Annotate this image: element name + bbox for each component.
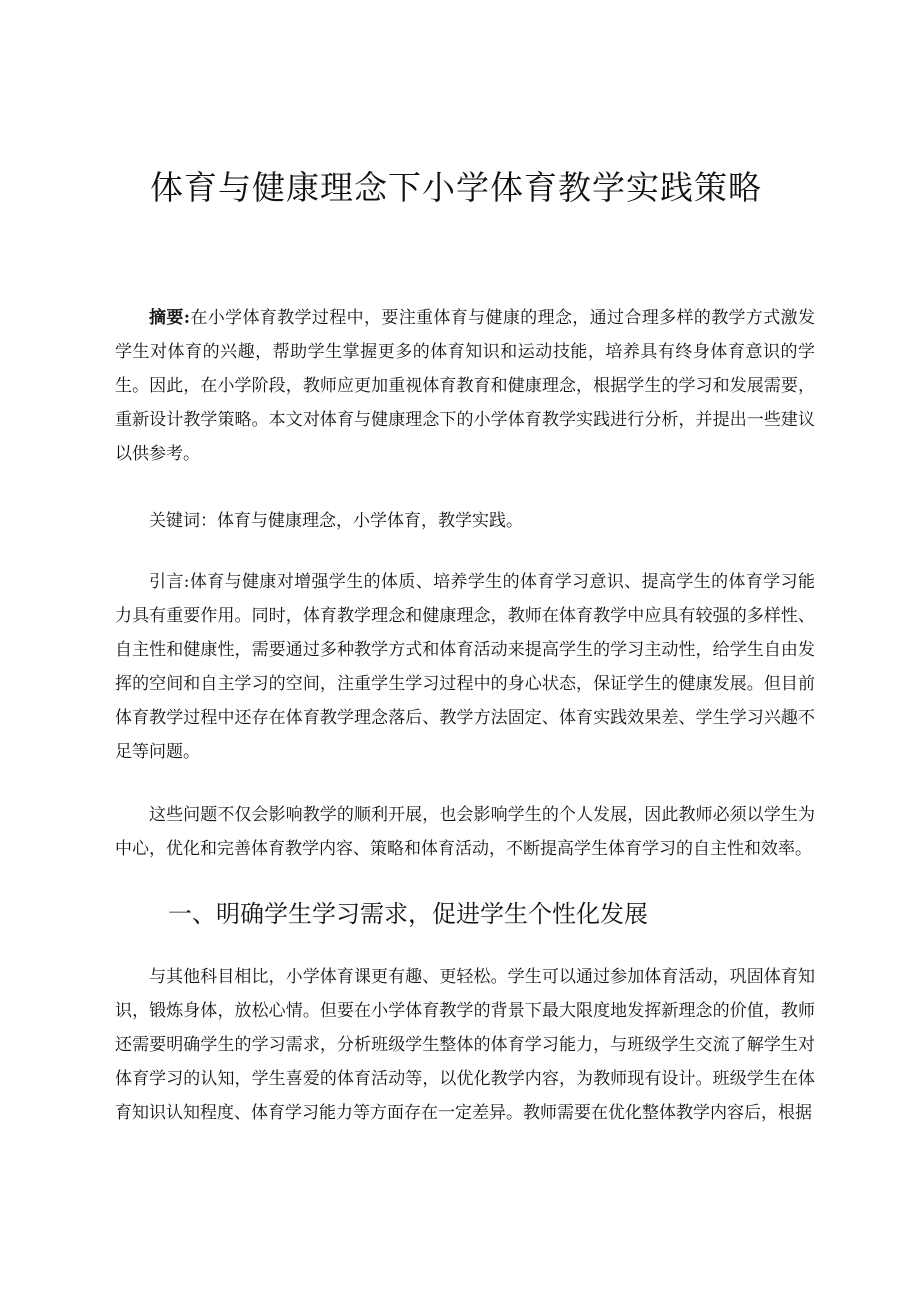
body-paragraph: 这些问题不仅会影响教学的顺利开展，也会影响学生的个人发展，因此教师必须以学生为中心，优化和完善体育教学内容、策略和体育活动，不断提高学生体育学习的自主性和效率。 xyxy=(115,805,815,859)
keywords-paragraph xyxy=(115,504,815,538)
abstract-label: 摘要: xyxy=(149,308,190,328)
keywords-text: 体育与健康理念，小学体育，教学实践。 xyxy=(217,511,523,531)
abstract-paragraph xyxy=(115,301,815,471)
keywords-label: 关键词： xyxy=(149,511,217,531)
introduction-paragraph xyxy=(115,565,815,769)
introduction-text: 体育与健康对增强学生的体质、培养学生的体育学习意识、提高学生的体育学习能力具有重要作用。同时，体育教学理念和健康理念，教师在体育教学中应具有较强的多样性、自主性和健康性，需要通过多种教学方式和体育活动来提高学生的学习主动性，给学生自由发挥的空间和自主学习的空间，注重学生学习过程中的身心状态，保证学生的健康发展。但目前体育教学过程中还存在体育教学理念落后、教学方法固定、体育实践效果差、学生学习兴趣不足等问题。 xyxy=(115,572,815,762)
section-paragraph: 与其他科目相比，小学体育课更有趣、更轻松。学生可以通过参加体育活动，巩固体育知识，锻炼身体，放松心情。但要在小学体育教学的背景下最大限度地发挥新理念的价值，教师还需要明确学生的学习需求，分析班级学生整体的体育学习能力，与班级学生交流了解学生对体育学习的认知，学生喜爱的体育活动等，以优化教学内容，为教师现有设计。班级学生在体育知识认知程度、体育学习能力等方面存在一定差异。教师需要在优化整体教学内容后，根据 xyxy=(115,967,815,1123)
section-heading: 一、明确学生学习需求，促进学生个性化发展 xyxy=(168,900,648,928)
abstract-text: 在小学体育教学过程中，要注重体育与健康的理念，通过合理多样的教学方式激发学生对体育的兴趣，帮助学生掌握更多的体育知识和运动技能，培养具有终身体育意识的学生。因此，在小学阶段，教师应更加重视体育教育和健康理念，根据学生的学习和发展需要，重新设计教学策略。本文对体育与健康理念下的小学体育教学实践进行分析，并提出一些建议以供参考。 xyxy=(115,308,815,464)
page-title: 体育与健康理念下小学体育教学实践策略 xyxy=(150,168,762,207)
introduction-label: 引言: xyxy=(149,572,190,592)
